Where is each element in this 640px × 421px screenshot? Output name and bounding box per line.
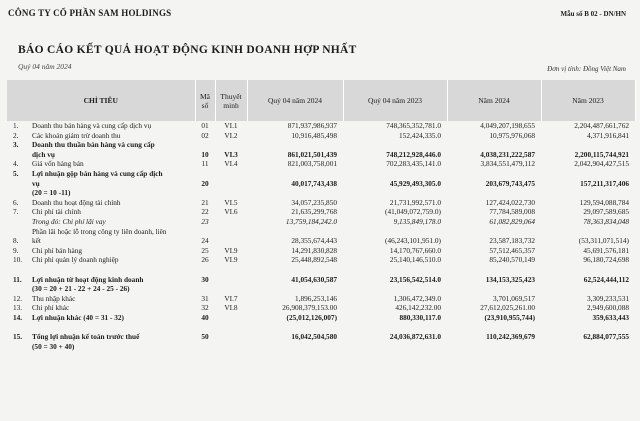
cell-q4-2024: 25,448,892,548 [291, 255, 337, 265]
cell-q4-2024 [247, 188, 343, 198]
row-note [215, 227, 247, 237]
row-label: Trong đó: Chi phí lãi vay [32, 216, 106, 226]
cell-q4-2024: 861,021,501,439 [287, 149, 337, 159]
table-row [7, 140, 635, 150]
cell-year-2023 [541, 227, 635, 237]
cell-year-2023 [541, 169, 635, 179]
cell-q4-2024: 10,916,485,498 [291, 130, 337, 140]
row-code: 21 [201, 197, 209, 207]
cell-q4-2024: 871,937,986,937 [287, 121, 337, 130]
row-label: dịch vụ [32, 149, 55, 159]
cell-q4-2023 [343, 322, 447, 332]
cell-year-2024 [447, 322, 541, 332]
cell-q4-2024 [247, 227, 343, 237]
row-note [215, 322, 247, 332]
row-code: 25 [201, 245, 209, 255]
cell-year-2023: 96,180,724,698 [583, 255, 629, 265]
col-header-year-2023: Năm 2023 [541, 80, 635, 121]
cell-q4-2023: 1,306,472,349.0 [393, 293, 441, 303]
cell-year-2023 [541, 265, 635, 275]
row-number [7, 322, 29, 332]
cell-year-2023: 29,097,589,685 [583, 207, 629, 217]
cell-year-2024 [447, 169, 541, 179]
table-header-row [7, 80, 635, 121]
table-row [7, 131, 635, 141]
table-row [7, 188, 635, 198]
row-note: VI.8 [224, 303, 238, 313]
cell-q4-2024: 14,291,830,828 [291, 245, 337, 255]
row-note: VI.2 [224, 130, 238, 140]
cell-year-2023: 2,949,600,088 [587, 303, 629, 313]
row-label: (30 = 20 + 21 - 22 + 24 - 25 - 26) [32, 284, 130, 294]
cell-q4-2023: 23,156,542,514.0 [389, 274, 441, 284]
table-row [7, 284, 635, 294]
cell-q4-2024 [247, 322, 343, 332]
cell-q4-2024: 40,017,743,438 [291, 178, 337, 188]
cell-q4-2023 [343, 284, 447, 294]
cell-year-2024: 127,424,022,730 [485, 197, 535, 207]
cell-year-2023: 62,524,444,112 [583, 274, 629, 284]
row-label: (50 = 30 + 40) [32, 341, 75, 351]
row-code [195, 188, 215, 198]
cell-q4-2024: 28,355,674,443 [291, 236, 337, 246]
row-code: 30 [201, 274, 209, 284]
cell-year-2023 [541, 140, 635, 150]
row-label: Chi phí quản lý doanh nghiệp [32, 255, 119, 265]
row-code [195, 322, 215, 332]
cell-q4-2024: (25,012,126,007) [286, 312, 337, 322]
cell-year-2023: 4,371,916,841 [587, 130, 629, 140]
row-note: VI.7 [224, 293, 238, 303]
cell-q4-2023: 152,424,335.0 [399, 130, 441, 140]
table-row [7, 322, 635, 332]
cell-year-2023: 157,211,317,406 [580, 178, 629, 188]
cell-q4-2023: 426,142,232.00 [395, 303, 441, 313]
cell-year-2023: 45,691,576,181 [583, 245, 629, 255]
row-note: VI.6 [224, 207, 238, 217]
row-number [7, 265, 29, 275]
cell-q4-2024: 21,635,299,768 [291, 207, 337, 217]
row-number [7, 188, 29, 198]
table-row [7, 198, 635, 208]
row-code: 26 [201, 255, 209, 265]
row-code [195, 227, 215, 237]
row-note [215, 275, 247, 285]
cell-q4-2023 [343, 169, 447, 179]
cell-q4-2023 [343, 342, 447, 352]
row-number: 9. [13, 245, 19, 255]
cell-year-2023: (53,311,071,514) [578, 236, 629, 246]
cell-q4-2024: 16,042,504,580 [291, 332, 337, 342]
row-label [29, 265, 195, 275]
row-number: 13. [13, 303, 23, 313]
cell-year-2024 [447, 284, 541, 294]
table-row [7, 207, 635, 217]
row-label: Tổng lợi nhuận kế toán trước thuế [32, 332, 140, 342]
row-label [29, 322, 195, 332]
cell-q4-2023: 9,135,849,178.0 [393, 216, 441, 226]
cell-year-2023: 2,200,115,744,921 [574, 149, 629, 159]
cell-year-2023 [541, 188, 635, 198]
row-note [215, 169, 247, 179]
row-number: 7. [13, 207, 19, 217]
row-note: VI.5 [224, 197, 238, 207]
row-note: VI.1 [224, 121, 238, 130]
cell-year-2023 [541, 284, 635, 294]
row-code [195, 284, 215, 294]
row-code: 02 [201, 130, 209, 140]
row-number [7, 217, 29, 227]
row-code [195, 169, 215, 179]
cell-year-2023: 2,042,904,427,515 [574, 159, 629, 169]
cell-q4-2024: 34,057,235,850 [291, 197, 337, 207]
cell-q4-2024 [247, 342, 343, 352]
col-header-note: Thuyết minh [215, 80, 247, 121]
col-header-q4-2024: Quý 04 năm 2024 [247, 80, 343, 121]
cell-q4-2023: 14,170,767,660.0 [389, 245, 441, 255]
cell-q4-2023: 24,036,872,631.0 [389, 332, 441, 342]
row-number: 4. [13, 159, 19, 169]
cell-year-2024: 10,975,976,068 [489, 130, 535, 140]
table-row [7, 121, 635, 131]
col-header-q4-2023: Quý 04 năm 2023 [343, 80, 447, 121]
row-label: Các khoản giảm trừ doanh thu [32, 130, 121, 140]
cell-q4-2024 [247, 169, 343, 179]
row-number: 2. [13, 130, 19, 140]
cell-year-2024: 85,240,570,149 [489, 255, 535, 265]
cell-year-2023: 62,884,077,555 [583, 332, 629, 342]
cell-q4-2023 [343, 140, 447, 150]
row-number: 10. [13, 255, 23, 265]
cell-q4-2023: (41,049,072,759.0) [385, 207, 441, 217]
row-label: Lợi nhuận từ hoạt động kinh doanh [32, 274, 144, 284]
col-header-year-2024: Năm 2024 [447, 80, 541, 121]
row-label: Phần lãi hoặc lỗ trong công ty liên doanh, liên [32, 226, 167, 236]
cell-year-2024: 3,701,069,517 [493, 293, 535, 303]
cell-year-2023: 2,204,487,661,762 [574, 121, 629, 130]
row-note [215, 188, 247, 198]
row-code [195, 140, 215, 150]
cell-year-2023 [541, 342, 635, 352]
cell-q4-2024: 13,759,184,242.0 [285, 216, 337, 226]
row-label: Giá vốn hàng bán [32, 159, 84, 169]
table-row [7, 342, 635, 352]
row-note [215, 313, 247, 323]
form-number: Mẫu số B 02 - DN/HN [560, 10, 626, 18]
table-row [7, 169, 635, 179]
row-label: Lợi nhuận gộp bán hàng và cung cấp dịch [32, 168, 163, 178]
report-title: BÁO CÁO KẾT QUẢ HOẠT ĐỘNG KINH DOANH HỢP NHẤT [18, 44, 357, 56]
cell-year-2024: 61,082,829,064 [489, 216, 535, 226]
cell-q4-2024 [247, 140, 343, 150]
row-code [195, 265, 215, 275]
table-row [7, 179, 635, 189]
row-note [215, 236, 247, 246]
row-note [215, 140, 247, 150]
cell-year-2024 [447, 265, 541, 275]
report-period: Quý 04 năm 2024 [18, 62, 72, 71]
row-note [215, 332, 247, 342]
currency-unit: Đơn vị tính: Đồng Việt Nam [547, 65, 626, 73]
row-number: 3. [13, 140, 19, 150]
row-label: Thu nhập khác [32, 293, 76, 303]
row-label: Doanh thu hoạt động tài chính [32, 197, 121, 207]
cell-q4-2024 [247, 284, 343, 294]
cell-q4-2023: 748,212,928,446.0 [386, 149, 441, 159]
cell-year-2024: 77,784,589,008 [489, 207, 535, 217]
row-number [7, 284, 29, 294]
row-label: (20 = 10 -11) [32, 188, 71, 198]
income-statement-table [7, 80, 636, 351]
row-note [215, 342, 247, 352]
table-row [7, 265, 635, 275]
cell-q4-2023: (46,243,101,951.0) [385, 236, 441, 246]
row-number: 8. [13, 236, 19, 246]
col-header-indicator: CHỈ TIÊU [7, 80, 195, 121]
table-row [7, 150, 635, 160]
cell-q4-2023 [343, 227, 447, 237]
cell-year-2024: 3,834,551,479,112 [480, 159, 535, 169]
table-row [7, 246, 635, 256]
cell-q4-2023 [343, 188, 447, 198]
row-code: 01 [201, 121, 209, 130]
table-row [7, 275, 635, 285]
row-note [215, 179, 247, 189]
row-label: Chi phí khác [32, 303, 70, 313]
row-code: 11 [201, 159, 209, 169]
cell-q4-2023: 21,731,992,571.0 [389, 197, 441, 207]
cell-year-2024: 4,038,231,222,587 [480, 149, 535, 159]
cell-year-2024: 203,679,743,475 [485, 178, 535, 188]
table-row [7, 159, 635, 169]
cell-q4-2023: 748,365,352,781.0 [386, 121, 441, 130]
cell-year-2024 [447, 342, 541, 352]
row-label: Lợi nhuận khác (40 = 31 - 32) [32, 312, 124, 322]
row-note: VI.4 [224, 159, 238, 169]
cell-year-2024: 134,153,325,423 [485, 274, 535, 284]
row-label: kết [32, 236, 41, 246]
row-label: Chi phí bán hàng [32, 245, 83, 255]
cell-year-2024 [447, 188, 541, 198]
row-code: 40 [201, 312, 209, 322]
table-row [7, 255, 635, 265]
table-row [7, 227, 635, 237]
row-code: 10 [201, 149, 209, 159]
row-number: 1. [13, 121, 19, 130]
row-code: 31 [201, 293, 209, 303]
company-name: CÔNG TY CỔ PHẦN SAM HOLDINGS [8, 8, 172, 18]
row-number: 6. [13, 197, 19, 207]
cell-year-2023: 78,363,834,048 [583, 216, 629, 226]
row-note: VI.3 [224, 149, 238, 159]
cell-year-2023: 129,594,088,784 [579, 197, 629, 207]
row-number: 15. [13, 332, 23, 342]
table-row [7, 303, 635, 313]
cell-q4-2023: 702,283,435,141.0 [386, 159, 441, 169]
row-label: vụ [32, 178, 40, 188]
cell-q4-2023: 25,140,146,510.0 [389, 255, 441, 265]
table-row [7, 313, 635, 323]
row-label: Chi phí tài chính [32, 207, 81, 217]
row-number [7, 150, 29, 160]
cell-year-2024 [447, 227, 541, 237]
cell-q4-2024: 41,054,630,587 [291, 274, 337, 284]
row-number: 5. [13, 168, 19, 178]
cell-year-2024: (23,910,955,744) [484, 312, 535, 322]
row-code: 32 [201, 303, 209, 313]
row-code: 50 [201, 332, 209, 342]
table-row [7, 332, 635, 342]
cell-year-2024: 4,049,207,198,655 [480, 121, 535, 130]
cell-year-2023: 359,633,443 [592, 312, 629, 322]
cell-year-2024: 57,512,465,357 [489, 245, 535, 255]
row-label: Doanh thu thuần bán hàng và cung cấp [32, 140, 155, 150]
cell-year-2024 [447, 140, 541, 150]
cell-q4-2023: 880,330,117.0 [399, 312, 441, 322]
row-code: 24 [201, 236, 209, 246]
row-number: 12. [13, 293, 23, 303]
row-number [7, 179, 29, 189]
cell-year-2023 [541, 322, 635, 332]
row-note [215, 265, 247, 275]
cell-q4-2024: 821,003,758,001 [287, 159, 337, 169]
cell-year-2023: 3,309,233,531 [587, 293, 629, 303]
col-header-code: Mã số [195, 80, 215, 121]
cell-year-2024: 110,242,369,679 [486, 332, 535, 342]
cell-q4-2024 [247, 265, 343, 275]
row-label: Doanh thu bán hàng và cung cấp dịch vụ [32, 121, 152, 130]
cell-year-2024: 23,587,183,732 [489, 236, 535, 246]
cell-q4-2023: 45,929,493,305.0 [389, 178, 441, 188]
row-number: 14. [13, 312, 23, 322]
row-code: 22 [201, 207, 209, 217]
row-note: VI.9 [224, 255, 238, 265]
cell-q4-2024: 26,908,379,153.00 [282, 303, 337, 313]
table-row [7, 236, 635, 246]
row-code: 20 [201, 178, 209, 188]
row-number [7, 342, 29, 352]
row-note: VI.9 [224, 245, 238, 255]
cell-q4-2024: 1,896,253,146 [295, 293, 337, 303]
row-code: 23 [201, 216, 209, 226]
row-note [215, 284, 247, 294]
row-number [7, 227, 29, 237]
row-code [195, 342, 215, 352]
cell-q4-2023 [343, 265, 447, 275]
table-row [7, 217, 635, 227]
row-number: 11. [13, 274, 22, 284]
row-note [215, 217, 247, 227]
table-row [7, 294, 635, 304]
cell-year-2024: 27,612,025,261.00 [480, 303, 535, 313]
